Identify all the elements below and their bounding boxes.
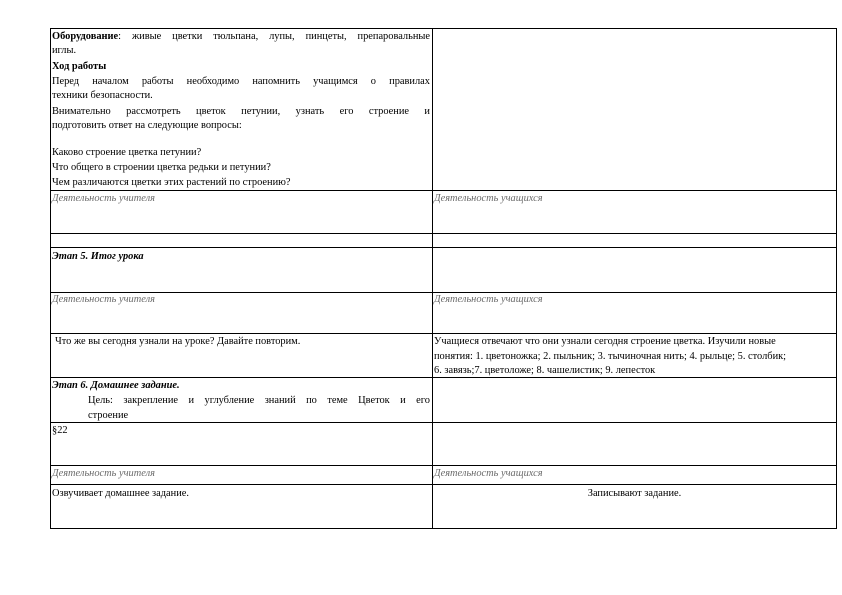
stage-6-title: Этап 6. Домашнее задание. xyxy=(52,380,180,391)
lesson-plan-table xyxy=(50,28,837,529)
row-divider xyxy=(51,484,836,485)
row-divider xyxy=(51,333,836,334)
stage-6-goal-line-2: строение xyxy=(88,410,129,421)
question-item: Чем различаются цветки этих растений по строению? xyxy=(52,177,291,188)
stage-5-title: Этап 5. Итог урока xyxy=(52,251,144,262)
teacher-activity-label: Деятельность учителя xyxy=(52,468,155,479)
row-divider xyxy=(51,422,836,423)
teacher-activity-label: Деятельность учителя xyxy=(52,193,155,204)
row-divider xyxy=(51,233,836,234)
student-activity-label: Деятельность учащихся xyxy=(434,294,543,305)
row-divider xyxy=(51,465,836,466)
question-item: Каково строение цветка петунии? xyxy=(52,147,202,158)
stage-6-goal-line-1: Цель: закрепление и углубление знаний по теме Цветок и его xyxy=(88,395,430,406)
equipment-line-2: иглы. xyxy=(52,45,77,56)
work-paragraph-2-line-1: Внимательно рассмотреть цветок петунии, узнать его строение и xyxy=(52,106,430,117)
stage-6-paragraph-ref: §22 xyxy=(52,425,68,436)
question-item: Что общего в строении цветка редьки и петунии? xyxy=(52,162,271,173)
equipment-line xyxy=(52,30,430,44)
teacher-activity-label: Деятельность учителя xyxy=(52,294,155,305)
work-paragraph-2-line-2: подготовить ответ на следующие вопросы: xyxy=(52,120,242,131)
student-activity-label: Деятельность учащихся xyxy=(434,468,543,479)
work-paragraph-1-line-2: техники безопасности. xyxy=(52,90,153,101)
row-divider xyxy=(51,247,836,248)
student-activity-label: Деятельность учащихся xyxy=(434,193,543,204)
work-heading: Ход работы xyxy=(52,61,107,72)
stage-5-student-line-2: понятия: 1. цветоножка; 2. пыльник; 3. тычиночная нить; 4. рыльце; 5. столбик; xyxy=(434,351,787,362)
stage-5-student-line-1: Учащиеся отвечают что они узнали сегодня строение цветка. Изучили новые xyxy=(434,336,776,347)
equipment-label: Оборудование xyxy=(52,31,119,42)
stage-5-teacher-text: Что же вы сегодня узнали на уроке? Давайте повторим. xyxy=(55,336,301,347)
column-divider xyxy=(432,29,433,528)
stage-6-student-text: Записывают задание. xyxy=(587,488,682,499)
work-paragraph-1-line-1: Перед началом работы необходимо напомнить учащимся о правилах xyxy=(52,76,430,87)
stage-6-teacher-text: Озвучивает домашнее задание. xyxy=(52,488,190,499)
row-divider xyxy=(51,190,836,191)
stage-5-student-line-3: 6. завязь;7. цветоложе; 8. чашелистик; 9. лепесток xyxy=(434,365,656,376)
equipment-text: : живые цветки тюльпана, лупы, пинцеты, препаровальные xyxy=(118,31,430,42)
